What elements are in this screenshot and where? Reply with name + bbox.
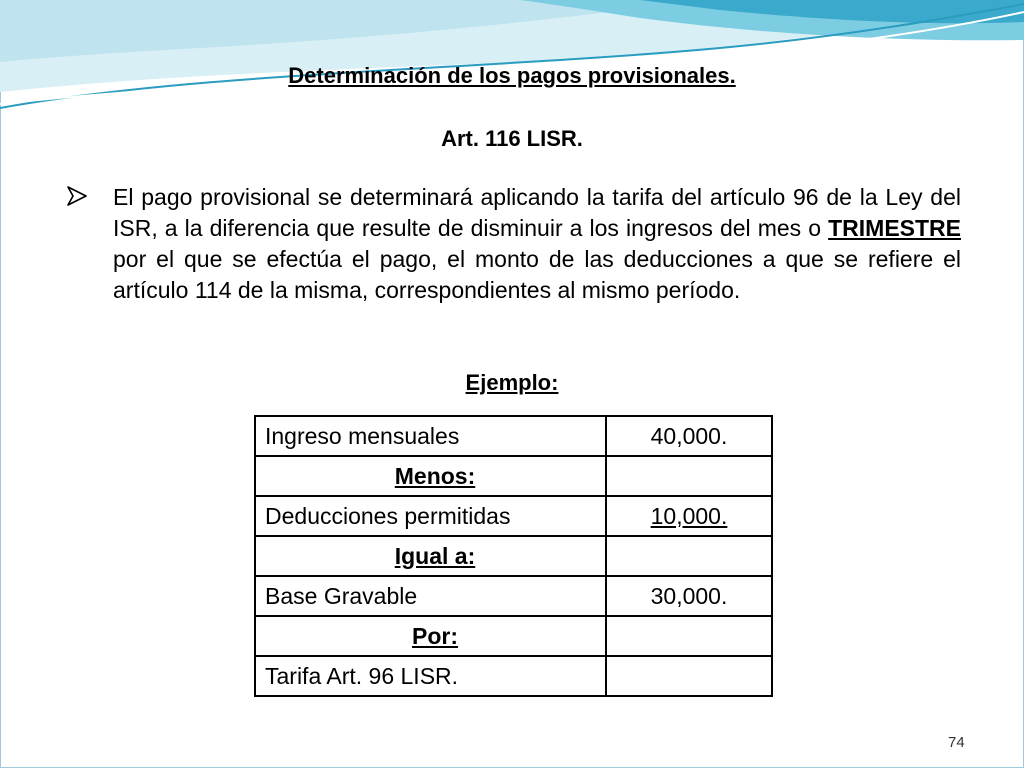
table-row [255,656,772,696]
row-value: 40,000. [606,416,772,456]
row-value [606,456,772,496]
row-label: Deducciones permitidas [255,496,606,536]
table-row [255,576,772,616]
paragraph-text-before: El pago provisional se determinará aplicando la tarifa del artículo 96 de la Ley del ISR, a la diferencia que resulte de disminuir a los ingresos del mes o [113,184,961,241]
row-label: Por: [255,616,606,656]
example-heading: Ejemplo: [465,370,559,395]
table-row [255,416,772,456]
wave-header-decoration [0,0,1024,120]
row-value: 10,000. [606,496,772,536]
arrow-bullet-icon [64,184,92,208]
table-row [255,616,772,656]
table-row [255,536,772,576]
row-value [606,536,772,576]
row-label: Ingreso mensuales [255,416,606,456]
row-label: Igual a: [255,536,606,576]
row-label: Menos: [255,456,606,496]
page-number: 74 [948,734,965,751]
example-table [254,415,773,697]
row-value: 30,000. [606,576,772,616]
row-label: Base Gravable [255,576,606,616]
row-value [606,656,772,696]
paragraph-text-after: por el que se efectúa el pago, el monto de las deducciones a que se refiere el artículo 114 de la misma, correspondientes al mismo período. [113,246,961,303]
paragraph-keyword: TRIMESTRE [828,215,961,241]
row-value [606,616,772,656]
slide-title: Determinación de los pagos provisionales. [288,63,736,88]
row-label: Tarifa Art. 96 LISR. [255,656,606,696]
table-row [255,496,772,536]
table-row [255,456,772,496]
bullet-paragraph [113,182,961,306]
article-reference: Art. 116 LISR. [441,126,583,151]
